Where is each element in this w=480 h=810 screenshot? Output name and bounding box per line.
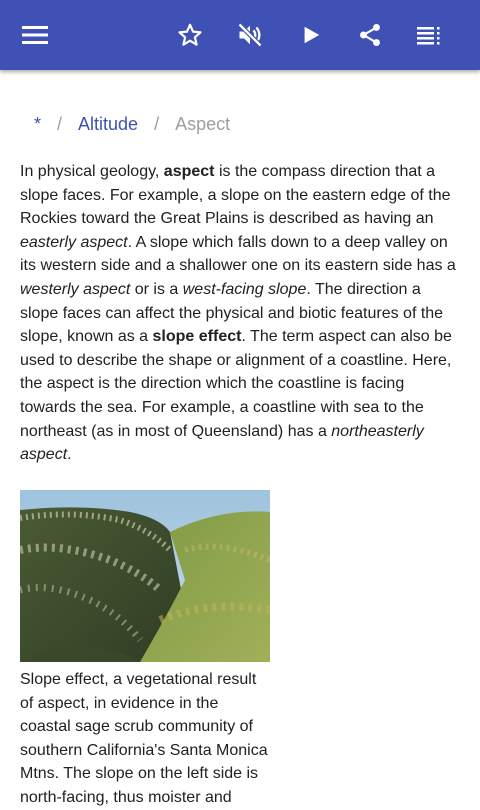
article-text: . The term aspect can also be used to describe the shape or alignment of a coastline. Here, the aspect is the direction which the coastline is facing towards the sea. For example, a coastline with sea to the northeast (as in most of Queensland) has a <box>20 328 452 440</box>
slope-photo[interactable] <box>20 490 270 662</box>
breadcrumb-separator: / <box>154 114 160 134</box>
bold-term: aspect <box>163 163 215 180</box>
breadcrumb-root-link[interactable]: * <box>34 114 42 134</box>
article-text: In physical geology, <box>20 163 164 180</box>
volume-off-icon <box>236 21 264 49</box>
breadcrumb-parent-link[interactable]: Altitude <box>78 114 139 134</box>
article-body <box>20 160 460 467</box>
hamburger-menu-icon <box>22 25 48 45</box>
italic-term: west-facing slope <box>182 280 307 298</box>
breadcrumb <box>34 113 230 135</box>
mute-button[interactable] <box>230 15 270 55</box>
share-icon <box>357 22 383 48</box>
app-bar <box>0 0 480 70</box>
table-of-contents-icon <box>417 25 443 45</box>
article-text: . The direction a slope faces can affect the physical and biotic features of the slope, known as a <box>20 280 444 346</box>
figure-caption: Slope effect, a vegetational result of aspect, in evidence in the coastal sage scrub community of southern California's Santa Monica Mtns. The slope on the left side is north-facing, thus moister and <box>20 671 268 806</box>
article-text: . <box>67 446 72 464</box>
article-text: or is a <box>130 280 183 298</box>
favorite-button[interactable] <box>170 15 210 55</box>
breadcrumb-separator: / <box>57 114 63 134</box>
play-button[interactable] <box>291 15 331 55</box>
breadcrumb-current: Aspect <box>175 114 231 134</box>
star-outline-icon <box>177 22 203 48</box>
figure <box>20 490 270 810</box>
share-button[interactable] <box>350 15 390 55</box>
article-text: is the compass direction that a slope faces. For example, a slope on the eastern edge of the Rockies toward the Great Plains is described as having an <box>20 163 451 228</box>
italic-term: westerly aspect <box>20 280 131 298</box>
bold-term: slope effect <box>152 328 242 346</box>
italic-term: easterly aspect <box>20 233 128 251</box>
article-text: . A slope which falls down to a deep valley on its western side and a shallower one on its eastern side has a <box>20 233 456 275</box>
play-icon <box>300 24 322 46</box>
table-of-contents-button[interactable] <box>410 15 450 55</box>
menu-button[interactable] <box>15 15 55 55</box>
article-paragraph <box>20 160 460 467</box>
italic-term: northeasterly aspect <box>20 422 424 464</box>
